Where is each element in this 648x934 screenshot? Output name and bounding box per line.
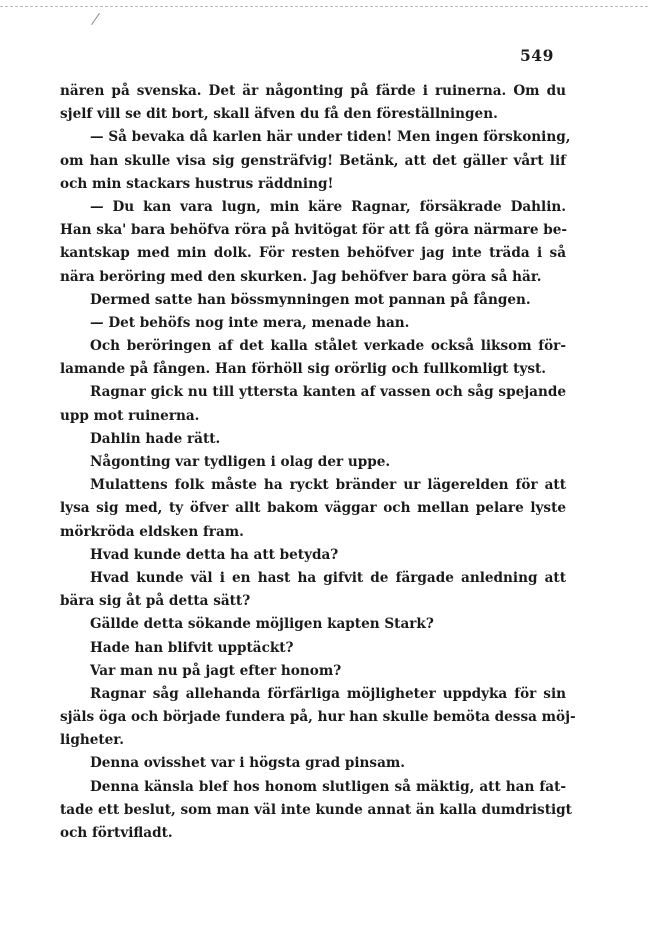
text-line: ligheter. [60,732,124,749]
stray-pencil-mark [91,13,100,25]
text-line: Hvad kunde väl i en hast ha gifvit de färgade anledning att [90,569,566,586]
text-line: — Det behöfs nog inte mera, menade han. [90,314,410,331]
text-line: och förtvifladt. [60,825,173,841]
text-line: Gällde detta sökande möjligen kapten Stark? [90,616,434,633]
text-line: tade ett beslut, som man väl inte kunde annat än kalla dumdristigt [60,801,572,818]
text-line: Dermed satte han bössmynningen mot pannan på fången. [90,291,531,308]
text-line: själs öga och började fundera på, hur han skulle bemöta dessa möj- [60,709,576,726]
text-line: nären på svenska. Det är någonting på färde i ruinerna. Om du [60,83,566,99]
text-line: lamande på fången. Han förhöll sig orörlig och fullkomligt tyst. [60,361,547,378]
text-line: mörkröda eldsken fram. [60,523,244,540]
text-line: Mulattens folk måste ha ryckt bränder ur lägerelden för att [90,477,566,494]
text-line: nära beröring med den skurken. Jag behöfver bara göra så här. [60,268,542,285]
text-line: Var man nu på jagt efter honom? [90,662,342,679]
text-line: kantskap med min dolk. För resten behöfver jag inte träda i så [60,245,566,262]
text-line: Denna känsla blef hos honom slutligen så mäktig, att han fat- [90,778,566,795]
text-line: sjelf vill se dit bort, skall äfven du få den föreställningen. [60,106,498,123]
text-line: Och beröringen af det kalla stålet verkade också liksom för- [90,338,566,355]
text-line: och min stackars hustrus räddning! [60,175,334,192]
text-line: Denna ovisshet var i högsta grad pinsam. [90,755,405,772]
page-number: 549 [520,46,554,65]
top-edge-rule [0,6,648,7]
text-line: — Så bevaka då karlen här under tiden! Men ingen förskoning, [90,129,571,146]
text-line: Hade han blifvit upptäckt? [90,639,294,656]
text-line: Ragnar gick nu till yttersta kanten af vassen och såg spejande [90,384,566,401]
text-line: om han skulle visa sig gensträfvig! Betänk, att det gäller vårt lif [60,152,566,169]
text-line: lysa sig med, ty öfver allt bakom väggar och mellan pelare lyste [60,500,566,517]
text-line: bära sig åt på detta sätt? [60,593,251,610]
text-line: upp mot ruinerna. [60,407,200,424]
text-line: Ragnar såg allehanda förfärliga möjligheter uppdyka för sin [90,685,566,702]
text-line: Dahlin hade rätt. [90,430,221,447]
text-line: Någonting var tydligen i olag der uppe. [90,454,391,470]
body-text [60,80,576,845]
text-line: Han ska' bara behöfva röra på hvitögat för att få göra närmare be- [60,222,567,239]
text-line: — Du kan vara lugn, min käre Ragnar, försäkrade Dahlin. [90,198,566,215]
text-line: Hvad kunde detta ha att betyda? [90,546,339,563]
